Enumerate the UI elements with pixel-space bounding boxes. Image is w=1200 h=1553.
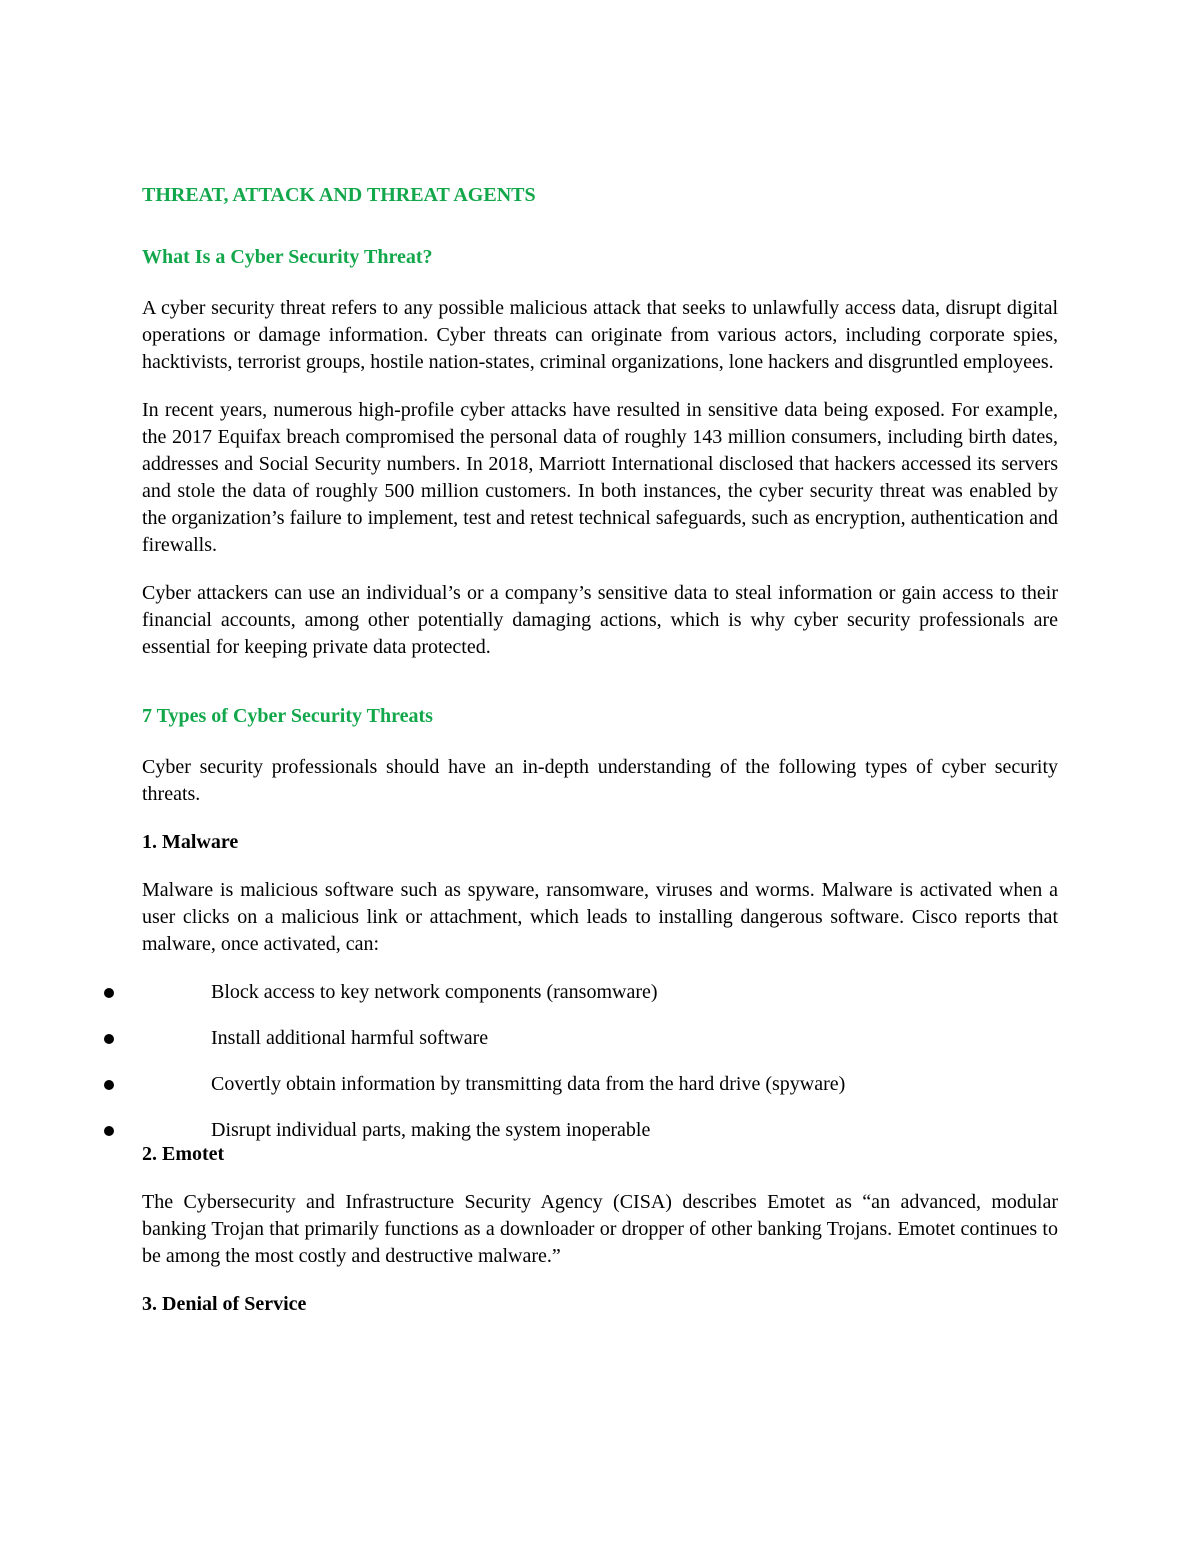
list-item	[142, 1117, 1058, 1144]
bullet-icon	[104, 1080, 114, 1090]
section-heading-what-is-threat: What Is a Cyber Security Threat?	[142, 246, 433, 268]
document-title: THREAT, ATTACK AND THREAT AGENTS	[142, 184, 536, 206]
paragraph: In recent years, numerous high-profile cyber attacks have resulted in sensitive data being exposed. For example, the 2017 Equifax breach compromised the personal data of roughly 143 million consumers, including birth dates, addresses and Social Security numbers. In 2018, Marriott International disclosed that hackers accessed its servers and stole the data of roughly 500 million customers. In both instances, the cyber security threat was enabled by the organization’s failure to implement, test and retest technical safeguards, such as encryption, authentication and firewalls.	[142, 399, 1058, 556]
bullet-icon	[104, 1126, 114, 1136]
list-item-text: Disrupt individual parts, making the system inoperable	[211, 1119, 651, 1141]
section-heading-types-of-threats: 7 Types of Cyber Security Threats	[142, 705, 433, 727]
list-item	[142, 1071, 1058, 1098]
document-body	[142, 182, 1058, 1339]
list-item-text: Covertly obtain information by transmitting data from the hard drive (spyware)	[211, 1073, 846, 1095]
paragraph: Cyber attackers can use an individual’s or a company’s sensitive data to steal information or gain access to their financial accounts, among other potentially damaging actions, which is why cyber security professionals are essential for keeping private data protected.	[142, 582, 1058, 658]
list-item-text: Block access to key network components (ransomware)	[211, 981, 658, 1003]
bullet-icon	[104, 988, 114, 998]
list-item	[142, 1025, 1058, 1052]
paragraph: A cyber security threat refers to any possible malicious attack that seeks to unlawfully access data, disrupt digital operations or damage information. Cyber threats can originate from various actors, including corporate spies, hacktivists, terrorist groups, hostile nation-states, criminal organizations, lone hackers and disgruntled employees.	[142, 297, 1058, 373]
subheading-denial-of-service: 3. Denial of Service	[142, 1293, 307, 1315]
subheading-malware: 1. Malware	[142, 831, 239, 853]
list-item-text: Install additional harmful software	[211, 1027, 489, 1049]
paragraph: The Cybersecurity and Infrastructure Security Agency (CISA) describes Emotet as “an advanced, modular banking Trojan that primarily functions as a downloader or dropper of other banking Trojans. Emotet continues to be among the most costly and destructive malware.”	[142, 1191, 1058, 1267]
paragraph: Malware is malicious software such as spyware, ransomware, viruses and worms. Malware is activated when a user clicks on a malicious link or attachment, which leads to installing dangerous software. Cisco reports that malware, once activated, can:	[142, 879, 1058, 955]
bullet-icon	[104, 1034, 114, 1044]
list-item	[142, 979, 1058, 1006]
malware-effects-list	[142, 979, 1058, 1144]
paragraph: Cyber security professionals should have an in-depth understanding of the following types of cyber security threats.	[142, 756, 1058, 805]
subheading-emotet: 2. Emotet	[142, 1143, 225, 1165]
